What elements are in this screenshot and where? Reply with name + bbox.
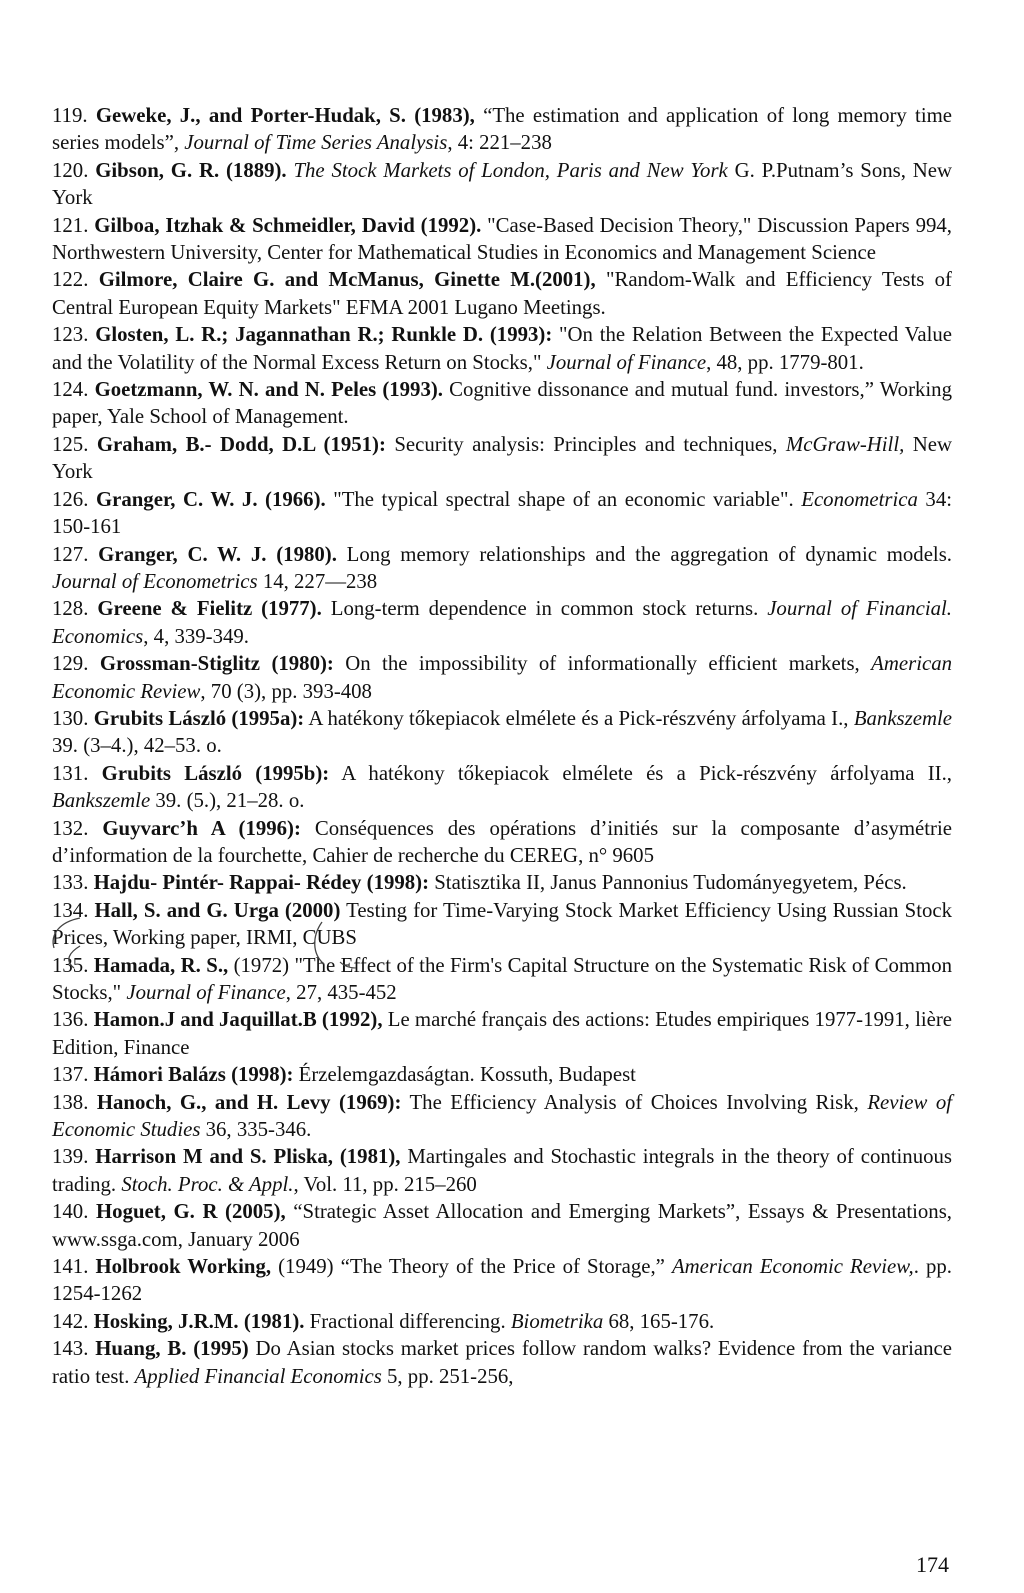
reference-entry	[52, 1335, 952, 1390]
reference-number: 134.	[52, 898, 89, 922]
reference-source-title: Biometrika	[510, 1309, 604, 1333]
reference-authors: Goetzmann, W. N. and N. Peles (1993).	[94, 378, 443, 402]
reference-text: New York	[52, 432, 953, 484]
reference-authors: Hoguet, G. R (2005),	[96, 1200, 286, 1224]
reference-authors: Hamon.J and Jaquillat.B (1992),	[93, 1008, 383, 1032]
reference-entry	[52, 486, 952, 541]
reference-entry	[52, 595, 952, 650]
reference-source-title: American Economic Review	[52, 652, 953, 703]
reference-text: Security analysis: Principles and techniques,	[385, 432, 786, 456]
reference-text: , 27, 435-452	[285, 981, 397, 1004]
reference-text: Cognitive dissonance and mutual fund. investors,” Working paper, Yale School of Management.	[52, 378, 952, 429]
reference-number: 128.	[52, 597, 89, 621]
reference-authors: Gibson, G. R. (1889).	[95, 158, 287, 182]
reference-number: 142.	[52, 1309, 89, 1333]
reference-entry	[52, 1089, 952, 1144]
reference-authors: Hosking, J.R.M. (1981).	[93, 1309, 305, 1333]
reference-list	[52, 102, 952, 1390]
reference-authors: Graham, B.- Dodd, D.L (1951):	[96, 432, 386, 456]
reference-text: , 48, pp. 1779-801.	[706, 350, 864, 374]
reference-entry	[52, 266, 952, 321]
reference-number: 121.	[52, 213, 89, 237]
reference-text: “The estimation and application of long memory time series models”,	[52, 104, 952, 155]
reference-number: 127.	[52, 542, 89, 566]
reference-authors: Grubits László (1995a):	[93, 706, 305, 730]
reference-number: 130.	[52, 706, 89, 730]
reference-text: 14, 227—238	[257, 569, 378, 593]
reference-number: 132.	[52, 816, 89, 840]
reference-number: 122.	[52, 268, 89, 292]
reference-number: 141.	[52, 1255, 89, 1279]
page-number: 174	[916, 1552, 949, 1577]
reference-source-title: Journal of Econometrics	[52, 569, 258, 593]
reference-text: Fractional differencing.	[304, 1309, 511, 1333]
reference-entry	[52, 650, 952, 705]
reference-authors: Hajdu- Pintér- Rappai- Rédey (1998):	[93, 871, 430, 895]
reference-entry	[52, 1143, 952, 1198]
reference-number: 135.	[52, 953, 89, 977]
reference-number: 140.	[52, 1200, 89, 1224]
reference-entry	[52, 1198, 952, 1253]
reference-text: 5, pp. 251-256,	[381, 1364, 514, 1388]
reference-number: 136.	[52, 1008, 89, 1032]
reference-entry	[52, 1061, 952, 1088]
reference-text: Testing for Time-Varying Stock Market Efficiency Using Russian Stock Prices, Working paper, IRMI, CUBS	[52, 898, 952, 950]
reference-text: , 4: 221–238	[447, 131, 552, 155]
reference-authors: Holbrook Working,	[95, 1255, 272, 1279]
reference-text: 36, 335-346.	[200, 1118, 312, 1142]
reference-text: Do Asian stocks market prices follow random walks? Evidence from the variance ratio test.	[52, 1337, 952, 1388]
reference-entry	[52, 431, 952, 486]
reference-source-title: The Stock Markets of London, Paris and New York	[293, 158, 728, 182]
reference-entry	[52, 815, 952, 870]
reference-source-title: Journal of Financial. Economics	[52, 597, 952, 648]
reference-number: 129.	[52, 652, 89, 676]
reference-number: 120.	[52, 158, 89, 182]
reference-authors: Geweke, J., and Porter-Hudak, S. (1983),	[95, 104, 475, 127]
reference-authors: Greene & Fielitz (1977).	[97, 597, 322, 621]
reference-entry	[52, 705, 952, 760]
reference-number: 123.	[52, 323, 89, 347]
reference-text: 34: 150-161	[52, 487, 952, 539]
reference-authors: Gilboa, Itzhak & Schmeidler, David (1992).	[94, 213, 482, 237]
reference-text: , Vol. 11, pp. 215–260	[293, 1172, 477, 1196]
reference-source-title: Journal of Finance	[126, 981, 286, 1004]
reference-authors: Hanoch, G., and H. Levy (1969):	[96, 1090, 402, 1114]
reference-source-title: Review of Economic Studies	[52, 1090, 952, 1142]
reference-entry	[52, 952, 952, 1007]
reference-text: (1972) "The Effect of the Firm's Capital Structure on the Systematic Risk of Common Stocks,"	[52, 953, 952, 1004]
reference-text: "The typical spectral shape of an economic variable".	[325, 487, 802, 511]
reference-text: A hatékony tőkepiacok elmélete és a Pick-részvény árfolyama I.,	[304, 706, 854, 730]
reference-text: Érzelemgazdaságtan. Kossuth, Budapest	[293, 1063, 636, 1087]
reference-authors: Grubits László (1995b):	[101, 761, 330, 785]
reference-text: (1949) “The Theory of the Price of Storage,”	[271, 1255, 672, 1279]
reference-text: A hatékony tőkepiacok elmélete és a Pick-részvény árfolyama II.,	[329, 761, 952, 785]
reference-entry	[52, 157, 952, 212]
reference-text: “Strategic Asset Allocation and Emerging Markets”, Essays & Presentations, www.ssga.com, January 2006	[52, 1200, 952, 1251]
reference-entry	[52, 321, 952, 376]
reference-number: 124.	[52, 378, 89, 402]
reference-entry	[52, 1006, 952, 1061]
reference-text: , 70 (3), pp. 393-408	[200, 679, 372, 703]
reference-number: 133.	[52, 871, 89, 895]
reference-authors: Granger, C. W. J. (1966).	[95, 487, 326, 511]
reference-authors: Guyvarc’h A (1996):	[102, 816, 301, 840]
reference-number: 137.	[52, 1063, 89, 1087]
reference-text: Martingales and Stochastic integrals in the theory of continuous trading.	[52, 1145, 952, 1196]
reference-source-title: Bankszemle	[52, 789, 151, 813]
reference-text: On the impossibility of informationally efficient markets,	[333, 652, 872, 676]
reference-authors: Hamada, R. S.,	[93, 953, 229, 977]
reference-entry	[52, 1253, 952, 1308]
reference-entry	[52, 212, 952, 267]
reference-source-title: American Economic Review,	[671, 1255, 914, 1279]
reference-entry	[52, 1308, 952, 1335]
reference-entry	[52, 760, 952, 815]
reference-text: Le marché français des actions: Etudes empiriques 1977-1991, lière Edition, Finance	[52, 1008, 953, 1059]
reference-authors: Harrison M and S. Pliska, (1981),	[95, 1145, 401, 1169]
reference-source-title: Bankszemle	[853, 706, 952, 730]
reference-number: 131.	[52, 761, 89, 785]
reference-text: 68, 165-176.	[603, 1309, 715, 1333]
reference-text: 39. (5.), 21–28. o.	[150, 789, 305, 813]
reference-number: 143.	[52, 1337, 89, 1361]
reference-authors: Huang, B. (1995)	[95, 1337, 249, 1361]
reference-text: The Efficiency Analysis of Choices Involving Risk,	[401, 1090, 868, 1114]
reference-entry	[52, 102, 952, 157]
reference-authors: Granger, C. W. J. (1980).	[98, 542, 337, 566]
reference-authors: Glosten, L. R.; Jagannathan R.; Runkle D. (1993):	[95, 323, 553, 347]
reference-source-title: Applied Financial Economics	[134, 1364, 382, 1388]
reference-text: G. P.Putnam’s Sons, New York	[52, 158, 953, 210]
reference-source-title: Journal of Time Series Analysis	[184, 131, 448, 155]
reference-source-title: McGraw-Hill,	[785, 432, 905, 456]
reference-text: "Case-Based Decision Theory," Discussion Papers 994, Northwestern University, Center for Mathematical Studies in Economics and Management Science	[52, 213, 952, 265]
reference-authors: Hámori Balázs (1998):	[93, 1063, 294, 1087]
reference-text: Statisztika II, Janus Pannonius Tudományegyetem, Pécs.	[429, 871, 907, 895]
reference-text: Long memory relationships and the aggregation of dynamic models.	[336, 542, 952, 566]
reference-number: 138.	[52, 1090, 89, 1114]
reference-text: , 4, 339-349.	[143, 624, 249, 648]
reference-number: 125.	[52, 432, 89, 456]
reference-text: 39. (3–4.), 42–53. o.	[52, 734, 222, 758]
reference-text: Long-term dependence in common stock returns.	[321, 597, 768, 621]
reference-entry	[52, 897, 952, 952]
reference-source-title: Stoch. Proc. & Appl.	[121, 1172, 294, 1196]
reference-authors: Grossman-Stiglitz (1980):	[99, 652, 334, 676]
reference-text: . pp. 1254-1262	[52, 1255, 953, 1306]
reference-text: Conséquences des opérations d’initiés sur la composante d’asymétrie d’information de la fourchette, Cahier de recherche du CEREG, n° 9605	[52, 816, 952, 867]
reference-entry	[52, 869, 952, 896]
reference-source-title: Journal of Finance	[546, 350, 707, 374]
reference-entry	[52, 541, 952, 596]
reference-number: 139.	[52, 1145, 89, 1169]
reference-text: "Random-Walk and Efficiency Tests of Central European Equity Markets" EFMA 2001 Lugano Meetings.	[52, 268, 952, 319]
reference-authors: Hall, S. and G. Urga (2000)	[94, 898, 341, 922]
reference-source-title: Econometrica	[801, 487, 918, 511]
reference-authors: Gilmore, Claire G. and McManus, Ginette M.(2001),	[98, 268, 596, 292]
reference-number: 119.	[52, 104, 88, 127]
reference-number: 126.	[52, 487, 89, 511]
reference-text: "On the Relation Between the Expected Value and the Volatility of the Normal Excess Return on Stocks,"	[52, 323, 952, 374]
reference-entry	[52, 376, 952, 431]
